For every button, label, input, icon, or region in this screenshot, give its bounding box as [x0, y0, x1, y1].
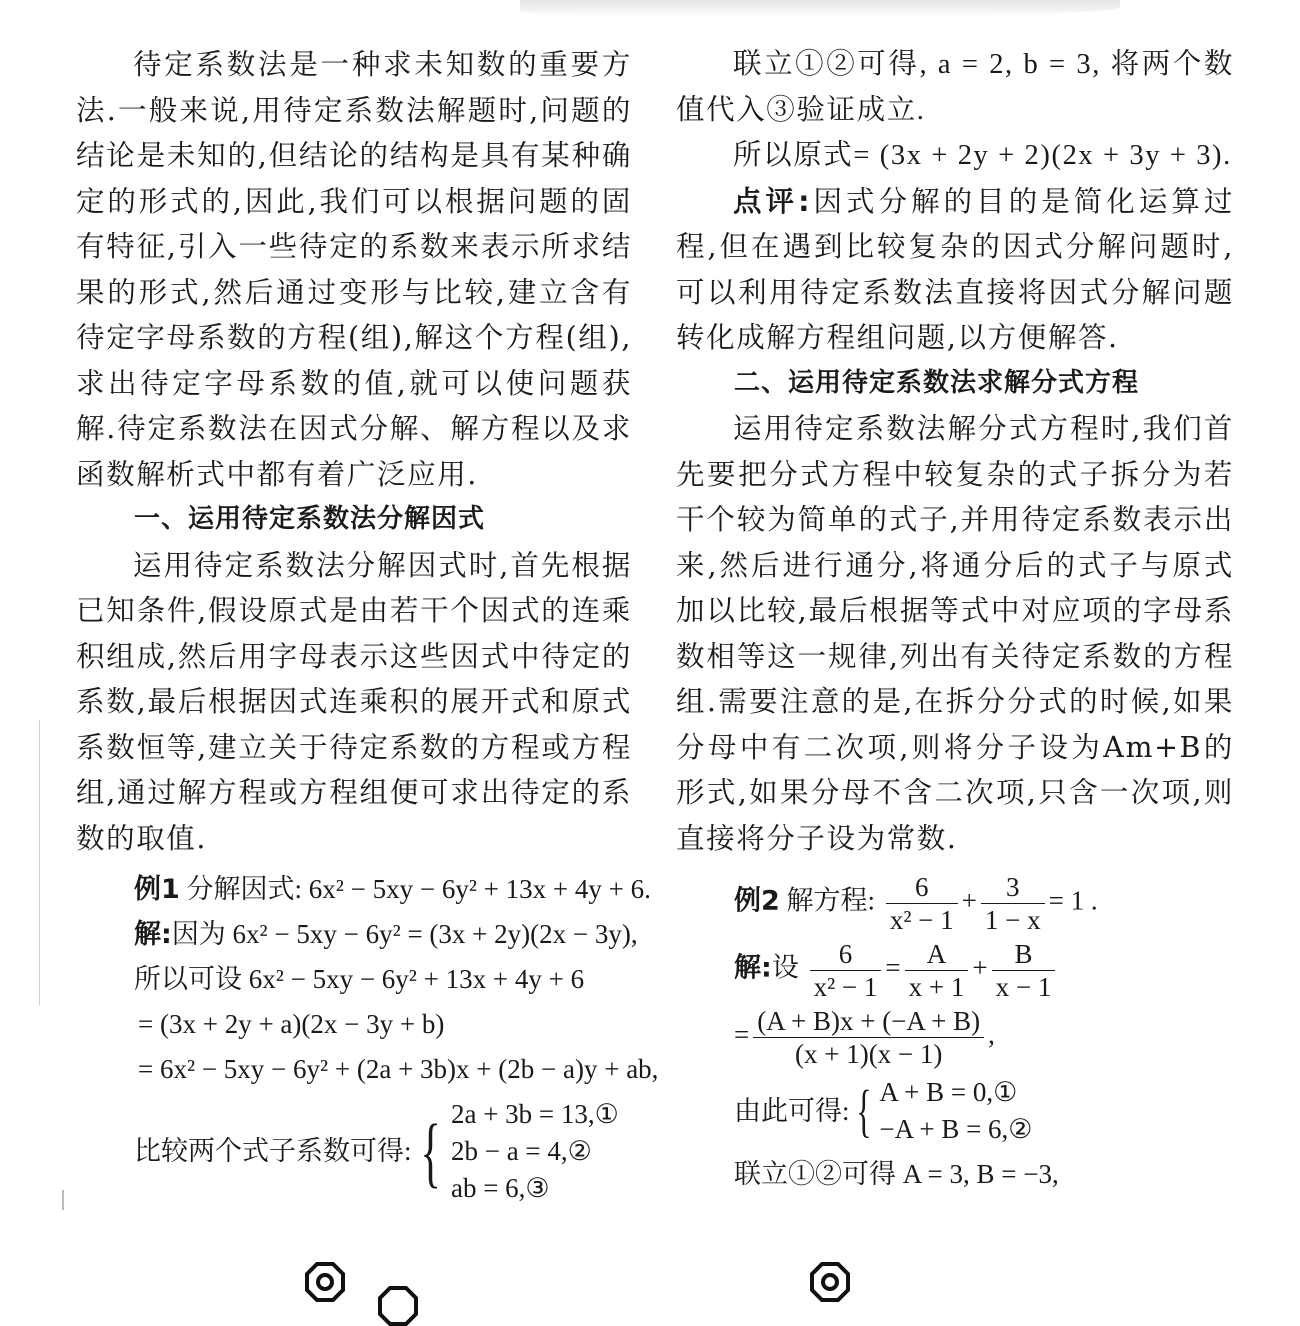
equation-1: 2a + 3b = 13,① [450, 1099, 619, 1129]
fraction-A: $\frac{A}{x + 1}$ [905, 938, 969, 1003]
result-line: 联立①②可得, a = 2, b = 3, 将两个数值代入③验证成立. [676, 49, 1234, 126]
solution1-line3: = (3x + 2y + a)(2x − 3y + b) [138, 1009, 445, 1039]
right-column [676, 42, 1234, 1197]
left-column [76, 42, 659, 1207]
example2-rhs: = 1 . [1048, 885, 1098, 916]
equation-3: ab = 6,③ [450, 1173, 550, 1203]
margin-mark [62, 1190, 64, 1210]
solution1-step1: 因为 6x² − 5xy − 6y² = (3x + 2y)(2x − 3y), [171, 919, 638, 949]
brace-symbol: { [419, 1107, 441, 1195]
example2-line: 例2 解方程: $\frac{6}{\text{x² − 1}}$ + $\frac{3}{1 - x}$ = 1 . [734, 872, 1098, 935]
page-top-shadow [520, 0, 1120, 18]
fraction-B: $\frac{B}{x - 1}$ [992, 938, 1056, 1003]
fraction-6-over-x2-1: $\frac{6}{\text{x² − 1}}$ [886, 871, 958, 936]
solution2-line2: = $\frac{(A + B)x + (-A + B)}{(x + 1)(x - 1)}$ , [734, 1006, 995, 1069]
example1-label: 例1 [134, 874, 180, 905]
section2-paragraph: 运用待定系数法解分式方程时,我们首先要把分式方程中较复杂的式子拆分为若干个较为简单的式子,并用待定系数表示出来,然后进行通分,将通分后的式子与原式加以比较,最后根据等式中对应项的字母系数相等这一规律,列出有关待定系数的方程组.需要注意的是,在拆分分式的时候,如果分母中有二次项,则将分子设为Am+B的形式,如果分母不含二次项,只含一次项,则直接将分子设为常数. [676, 412, 1234, 855]
equation-2: −A + B = 6,② [879, 1114, 1033, 1144]
brace-symbol: { [855, 1078, 872, 1143]
intro-paragraph: 待定系数法是一种求未知数的重要方法.一般来说,用待定系数法解题时,问题的结论是未知的,但结论的结构是具有某种确定的形式的,因此,我们可以根据问题的固有特征,引入一些待定的系数来表示所求结果的形式,然后通过变形与比较,建立含有待定字母系数的方程(组),解这个方程(组),求出待定字母系数的值,就可以使问题获解.待定系数法在因式分解、解方程以及求函数解析式中都有着广泛应用. [76, 48, 632, 491]
solution1-line2: 所以可设 6x² − 5xy − 6y² + 13x + 4y + 6 [134, 964, 585, 994]
final-result: 联立①②可得 A = 3, B = −3, [734, 1159, 1059, 1189]
system-lines [451, 1096, 619, 1207]
coefficient-system [76, 1096, 632, 1207]
factored-result: 所以原式= (3x + 2y + 2)(2x + 3y + 3). [733, 140, 1232, 171]
derived-system [676, 1074, 1234, 1148]
system-lines [879, 1074, 1032, 1148]
equation-2: 2b − a = 4,② [450, 1136, 592, 1166]
example2-label: 例2 [734, 885, 780, 917]
comment-text: 因式分解的目的是简化运算过程,但在遇到比较复杂的因式分解问题时,可以利用待定系数法直接将因式分解问题转化成解方程组问题,以方便解答. [676, 184, 1234, 354]
compare-label: 比较两个式子系数可得: [134, 1136, 412, 1166]
derive-label: 由此可得: [734, 1095, 850, 1126]
solution1-line1 [76, 912, 638, 957]
comment-label: 点评: [733, 184, 812, 218]
example1-line [76, 867, 651, 912]
octagon-logo-icon [378, 1286, 418, 1326]
octagon-logo-icon [305, 1262, 345, 1302]
solution1-label: 解: [134, 919, 172, 950]
margin-rule [39, 720, 40, 1005]
section-heading-1: 一、运用待定系数法分解因式 [134, 504, 486, 534]
fraction-6-over-x2-1-b: $\frac{6}{\text{x² − 1}}$ [810, 938, 882, 1003]
section-heading-2: 二、运用待定系数法求解分式方程 [734, 367, 1140, 398]
section1-paragraph: 运用待定系数法分解因式时,首先根据已知条件,假设原式是由若干个因式的连乘积组成,然后用字母表示这些因式中待定的系数,最后根据因式连乘积的展开式和原式系数恒等,建立关于待定系数的方程或方程组,通过解方程或方程组便可求出待定的系数的取值. [76, 548, 632, 855]
comment-paragraph [676, 179, 1234, 361]
example1-text: 分解因式: 6x² − 5xy − 6y² + 13x + 4y + 6. [186, 874, 651, 904]
example2-text: 解方程: [786, 885, 876, 916]
combined-fraction: $\frac{(A + B)x + (-A + B)}{(x + 1)(x - 1)}$ [753, 1005, 984, 1070]
solution2-line1: 解:设 $\frac{6}{\text{x² − 1}}$ = $\frac{A}{x + 1}$ + $\frac{B}{x - 1}$ [676, 938, 1234, 1003]
solution2-label: 解: [734, 952, 772, 984]
equation-1: A + B = 0,① [879, 1077, 1018, 1107]
fraction-3-over-1-x: $\frac{3}{1 - x}$ [981, 871, 1045, 936]
solution1-line4: = 6x² − 5xy − 6y² + (2a + 3b)x + (2b − a)y + ab, [138, 1054, 659, 1084]
octagon-logo-icon [810, 1262, 850, 1302]
